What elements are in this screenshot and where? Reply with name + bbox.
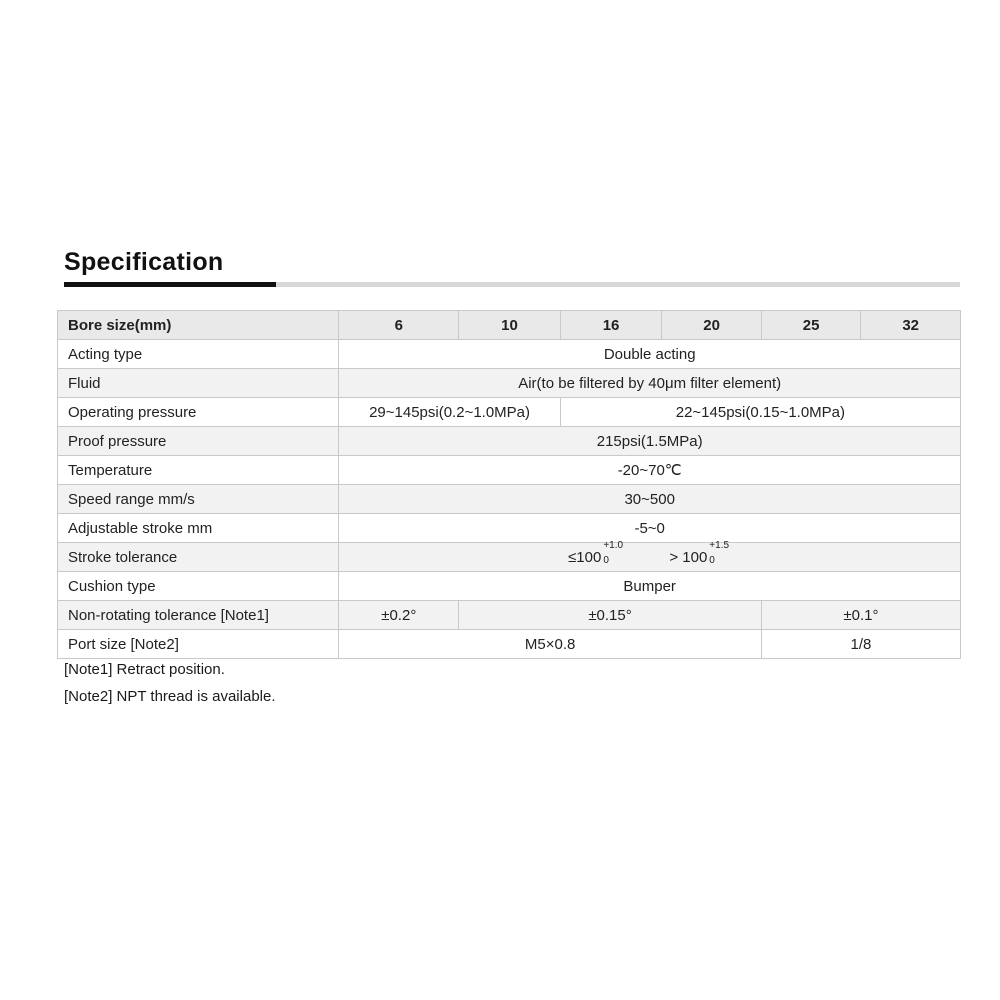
notes-block xyxy=(64,656,276,710)
row-value-operating-pressure-high: 22~145psi(0.15~1.0MPa) xyxy=(560,398,960,427)
row-label-non-rotating-tolerance: Non-rotating tolerance [Note1] xyxy=(58,601,339,630)
row-label-operating-pressure: Operating pressure xyxy=(58,398,339,427)
row-value-operating-pressure-low: 29~145psi(0.2~1.0MPa) xyxy=(339,398,560,427)
table-row xyxy=(58,398,961,427)
row-value-fluid: Air(to be filtered by 40μm filter element) xyxy=(339,369,961,398)
stroke-tolerance-high-upper: +1.5 xyxy=(709,540,730,552)
stroke-tolerance-high-lower: 0 xyxy=(709,555,715,567)
row-label-adjustable-stroke: Adjustable stroke mm xyxy=(58,514,339,543)
stroke-tolerance-high-base: > 100 xyxy=(669,548,708,566)
specification-table xyxy=(57,310,961,659)
header-size-16: 16 xyxy=(560,311,662,340)
page-title: Specification xyxy=(64,248,224,276)
row-label-proof-pressure: Proof pressure xyxy=(58,427,339,456)
table-row xyxy=(58,601,961,630)
row-value-cushion-type: Bumper xyxy=(339,572,961,601)
row-value-acting-type: Double acting xyxy=(339,340,961,369)
row-value-adjustable-stroke: -5~0 xyxy=(339,514,961,543)
note-1: [Note1] Retract position. xyxy=(64,661,225,678)
stroke-tolerance-low-limits xyxy=(601,540,625,567)
header-size-6: 6 xyxy=(339,311,459,340)
table-row xyxy=(58,543,961,572)
stroke-tolerance-low-base: ≤100 xyxy=(568,548,602,566)
row-label-fluid: Fluid xyxy=(58,369,339,398)
header-bore-size-label: Bore size(mm) xyxy=(58,311,339,340)
row-value-port-size-1: M5×0.8 xyxy=(339,630,762,659)
table-row xyxy=(58,369,961,398)
row-value-non-rotating-tolerance-3: ±0.1° xyxy=(761,601,960,630)
table-row xyxy=(58,485,961,514)
row-value-speed-range: 30~500 xyxy=(339,485,961,514)
table-header-row xyxy=(58,311,961,340)
note-2: [Note2] NPT thread is available. xyxy=(64,688,276,705)
row-value-temperature: -20~70℃ xyxy=(339,456,961,485)
row-label-stroke-tolerance: Stroke tolerance xyxy=(58,543,339,572)
table-row xyxy=(58,630,961,659)
header-size-10: 10 xyxy=(459,311,561,340)
row-value-stroke-tolerance xyxy=(339,540,961,572)
row-value-non-rotating-tolerance-1: ±0.2° xyxy=(339,601,459,630)
title-underline-accent xyxy=(64,282,276,287)
row-value-non-rotating-tolerance-2: ±0.15° xyxy=(459,601,762,630)
section-title-block xyxy=(64,246,960,287)
row-label-port-size: Port size [Note2] xyxy=(58,630,339,659)
header-size-20: 20 xyxy=(662,311,762,340)
title-underline xyxy=(64,282,960,287)
table-row xyxy=(58,514,961,543)
stroke-tolerance-high xyxy=(669,540,731,567)
table-row xyxy=(58,456,961,485)
row-label-temperature: Temperature xyxy=(58,456,339,485)
table-row xyxy=(58,427,961,456)
table-row xyxy=(58,340,961,369)
row-value-proof-pressure: 215psi(1.5MPa) xyxy=(339,427,961,456)
table-row xyxy=(58,572,961,601)
header-size-25: 25 xyxy=(761,311,861,340)
row-value-port-size-2: 1/8 xyxy=(761,630,960,659)
row-label-cushion-type: Cushion type xyxy=(58,572,339,601)
stroke-tolerance-high-limits xyxy=(707,540,731,567)
stroke-tolerance-low xyxy=(568,540,625,567)
stroke-tolerance-low-upper: +1.0 xyxy=(603,540,624,552)
row-label-acting-type: Acting type xyxy=(58,340,339,369)
header-size-32: 32 xyxy=(861,311,961,340)
row-label-speed-range: Speed range mm/s xyxy=(58,485,339,514)
stroke-tolerance-low-lower: 0 xyxy=(603,555,609,567)
